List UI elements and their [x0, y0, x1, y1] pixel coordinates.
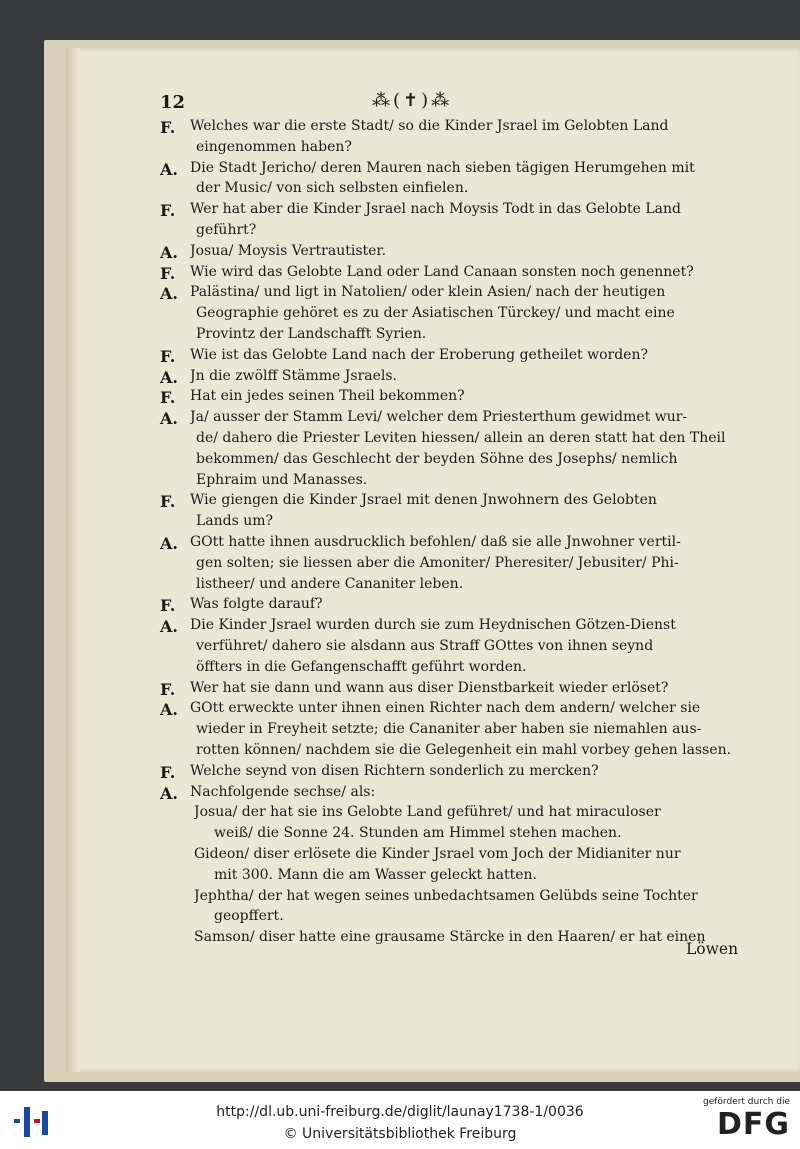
source-url-link[interactable]: http://dl.ub.uni-freiburg.de/diglit/launay1738-1/0036 — [216, 1104, 584, 1120]
text-line-continuation: Ephraim und Manasses. — [196, 471, 368, 488]
speaker-label: F. — [160, 201, 176, 221]
footer-bar — [0, 1091, 800, 1149]
speaker-label: A. — [160, 367, 178, 387]
text-line-continuation: öffters in die Gefangenschafft geführt worden. — [196, 658, 527, 675]
text-line: Welches war die erste Stadt/ so die Kinder Jsrael im Gelobten Land — [190, 118, 669, 134]
speaker-label: F. — [160, 388, 176, 408]
text-line: Ja/ ausser der Stamm Levi/ welcher dem Priesterthum gewidmet wur- — [190, 409, 688, 426]
speaker-label: F. — [160, 492, 176, 512]
text-line: Welche seynd von disen Richtern sonderlich zu mercken? — [190, 762, 599, 779]
text-line-continuation: verführet/ dahero sie alsdann aus Straff GOttes von ihnen seynd — [196, 638, 654, 654]
text-line: GOtt hatte ihnen ausdrucklich befohlen/ daß sie alle Jnwohner vertil- — [190, 534, 681, 550]
text-line-continuation: geopffert. — [214, 908, 284, 925]
text-line: Wie ist das Gelobte Land nach der Eroberung getheilet worden? — [190, 346, 648, 363]
text-line: Wie giengen die Kinder Jsrael mit denen Jnwohnern des Gelobten — [190, 492, 657, 509]
speaker-label: F. — [160, 679, 176, 699]
text-line-continuation: der Music/ von sich selbsten einfielen. — [196, 180, 469, 197]
text-line-continuation: Samson/ diser hatte eine grausame Stärcke in den Haaren/ er hat einen — [194, 929, 706, 946]
speaker-label: F. — [160, 263, 176, 283]
page-number: 12 — [160, 92, 186, 113]
text-line: Wie wird das Gelobte Land oder Land Canaan sonsten noch genennet? — [190, 263, 694, 280]
text-line: Wer hat sie dann und wann aus diser Dienstbarkeit wieder erlöset? — [190, 679, 669, 696]
header-ornament: ⁂(✝)⁂ — [372, 90, 453, 111]
dfg-logo: DFG — [716, 1107, 790, 1142]
text-line-continuation: de/ dahero die Priester Leviten hiessen/ allein an deren statt hat den Theil — [196, 430, 726, 446]
funder-note: gefördert durch die — [703, 1097, 790, 1107]
text-line: GOtt erweckte unter ihnen einen Richter nach dem andern/ welcher sie — [190, 700, 701, 717]
text-line-continuation: mit 300. Mann die am Wasser geleckt hatten. — [214, 866, 537, 883]
text-line: Die Kinder Jsrael wurden durch sie zum Heydnischen Götzen-Dienst — [190, 617, 676, 634]
text-line-continuation: Lands um? — [196, 513, 274, 530]
text-line: Palästina/ und ligt in Natolien/ oder klein Asien/ nach der heutigen — [190, 284, 666, 301]
speaker-label: A. — [160, 783, 178, 803]
text-line-continuation: geführt? — [196, 222, 257, 238]
text-line-continuation: rotten können/ nachdem sie die Gelegenheit ein mahl vorbey gehen lassen. — [196, 742, 732, 758]
text-line-continuation: listheer/ und andere Cananiter leben. — [196, 575, 464, 592]
speaker-label: A. — [160, 159, 178, 179]
text-line-continuation: wieder in Freyheit setzte; die Cananiter aber haben sie niemahlen aus- — [196, 721, 702, 738]
speaker-label: A. — [160, 284, 178, 304]
text-line: Wer hat aber die Kinder Jsrael nach Moysis Todt in das Gelobte Land — [190, 201, 681, 218]
text-line: Josua/ Moysis Vertrautister. — [190, 242, 387, 259]
text-line-continuation: Jephtha/ der hat wegen seines unbedachtsamen Gelübds seine Tochter — [194, 887, 698, 904]
text-line-continuation: weiß/ die Sonne 24. Stunden am Himmel stehen machen. — [214, 825, 622, 842]
speaker-label: F. — [160, 118, 176, 137]
speaker-label: F. — [160, 596, 176, 616]
text-line: Nachfolgende sechse/ als: — [190, 783, 376, 800]
text-line-continuation: Gideon/ diser erlösete die Kinder Jsrael vom Joch der Midianiter nur — [194, 846, 681, 862]
text-line: Hat ein jedes seinen Theil bekommen? — [190, 388, 465, 405]
speaker-label: A. — [160, 534, 178, 553]
text-line-continuation: eingenommen haben? — [196, 138, 352, 155]
text-line-continuation: gen solten; sie liessen aber die Amoniter/ Pheresiter/ Jebusiter/ Phi- — [196, 554, 679, 571]
speaker-label: A. — [160, 242, 178, 262]
speaker-label: F. — [160, 346, 176, 366]
text-line-continuation: bekommen/ das Geschlecht der beyden Söhne des Josephs/ nemlich — [196, 450, 678, 467]
copyright-notice: © Universitätsbibliothek Freiburg — [283, 1126, 517, 1142]
catchword: Löwen — [686, 940, 739, 958]
speaker-label: A. — [160, 700, 178, 720]
speaker-label: A. — [160, 409, 178, 429]
text-line: Die Stadt Jericho/ deren Mauren nach sieben tägigen Herumgehen mit — [190, 159, 695, 176]
speaker-label: F. — [160, 762, 176, 782]
text-line: Was folgte darauf? — [190, 596, 323, 613]
speaker-label: A. — [160, 617, 178, 637]
text-line-continuation: Josua/ der hat sie ins Gelobte Land geführet/ und hat miraculoser — [194, 804, 661, 821]
text-line-continuation: Provintz der Landschafft Syrien. — [196, 326, 427, 342]
text-line: Jn die zwölff Stämme Jsraels. — [190, 367, 397, 384]
text-line-continuation: Geographie gehöret es zu der Asiatischen Türckey/ und macht eine — [196, 305, 675, 322]
